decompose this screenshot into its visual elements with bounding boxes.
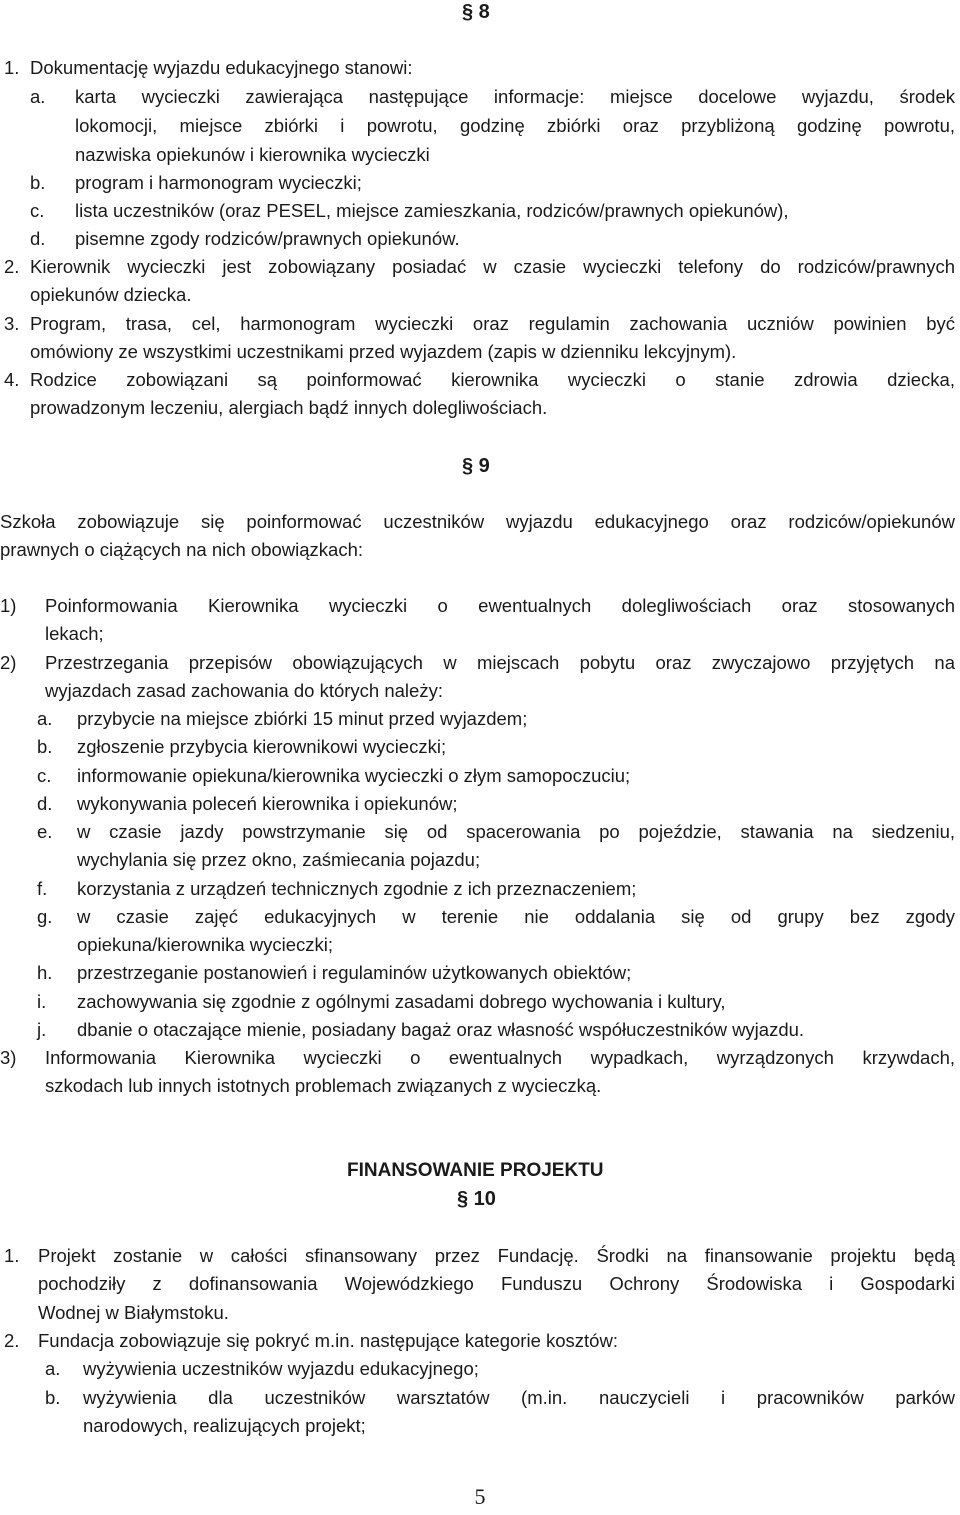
paragraph-line: pochodziły z dofinansowania Wojewódzkiego Funduszu Ochrony Środowiska i Gospodarki <box>38 1273 955 1294</box>
list-letter: a. <box>30 86 46 107</box>
paragraph-line: nazwiska opiekunów i kierownika wycieczki <box>75 144 430 165</box>
paragraph-line: Przestrzegania przepisów obowiązujących w miejscach pobytu oraz zwyczajowo przyjętych na <box>45 652 955 673</box>
paragraph-line: prowadzonym leczeniu, alergiach bądź innych dolegliwościach. <box>30 397 548 418</box>
paragraph-line: program i harmonogram wycieczki; <box>75 172 362 193</box>
list-letter: f. <box>37 878 48 899</box>
page-number: 5 <box>474 1484 486 1509</box>
list-letter: d. <box>30 228 46 249</box>
paragraph-line: Dokumentację wyjazdu edukacyjnego stanowi: <box>30 57 413 78</box>
finance-title: FINANSOWANIE PROJEKTU <box>347 1160 604 1181</box>
paragraph-line: omówiony ze wszystkimi uczestnikami przed wyjazdem (zapis w dzienniku lekcyjnym). <box>30 341 737 362</box>
list-number: 1. <box>4 1245 20 1266</box>
paragraph-line: w czasie jazdy powstrzymanie się od spacerowania po pojeździe, stawania na siedzeniu, <box>77 821 955 842</box>
paragraph-line: wyżywienia dla uczestników warsztatów (m.in. nauczycieli i pracowników parków <box>83 1387 955 1408</box>
paragraph-line: Kierownik wycieczki jest zobowiązany posiadać w czasie wycieczki telefony do rodziców/prawnych <box>30 256 955 277</box>
paragraph-line: Szkoła zobowiązuje się poinformować uczestników wyjazdu edukacyjnego oraz rodziców/opiekunów <box>0 511 955 532</box>
paragraph-line: Rodzice zobowiązani są poinformować kierownika wycieczki o stanie zdrowia dziecka, <box>30 369 955 390</box>
list-number: 2. <box>4 256 20 277</box>
paragraph-line: lista uczestników (oraz PESEL, miejsce zamieszkania, rodziców/prawnych opiekunów), <box>75 200 789 221</box>
list-letter: b. <box>37 736 53 757</box>
list-letter: j. <box>37 1019 47 1040</box>
section-10-heading: § 10 <box>457 1188 496 1210</box>
paragraph-line: dbanie o otaczające mienie, posiadany bagaż oraz własność współuczestników wyjazdu. <box>77 1019 805 1040</box>
paragraph-line: opiekuna/kierownika wycieczki; <box>77 934 334 955</box>
paragraph-line: wykonywania poleceń kierownika i opiekunów; <box>77 793 458 814</box>
paragraph-line: Wodnej w Białymstoku. <box>38 1302 229 1323</box>
paragraph-line: szkodach lub innych istotnych problemach związanych z wycieczką. <box>45 1075 602 1096</box>
paragraph-line: Projekt zostanie w całości sfinansowany przez Fundację. Środki na finansowanie projektu będą <box>38 1245 955 1266</box>
list-number: 3) <box>0 1047 17 1068</box>
paragraph-line: przestrzeganie postanowień i regulaminów użytkowanych obiektów; <box>77 962 632 983</box>
paragraph-line: Program, trasa, cel, harmonogram wycieczki oraz regulamin zachowania uczniów powinien być <box>30 313 955 334</box>
paragraph-line: prawnych o ciążących na nich obowiązkach: <box>0 539 363 560</box>
list-letter: a. <box>45 1358 61 1379</box>
list-letter: b. <box>30 172 46 193</box>
paragraph-line: lekach; <box>45 623 104 644</box>
paragraph-line: korzystania z urządzeń technicznych zgodnie z ich przeznaczeniem; <box>77 878 637 899</box>
list-letter: h. <box>37 962 53 983</box>
list-number: 1. <box>4 57 20 78</box>
list-letter: i. <box>37 991 47 1012</box>
list-letter: c. <box>30 200 45 221</box>
list-letter: d. <box>37 793 53 814</box>
list-number: 1) <box>0 595 17 616</box>
paragraph-line: pisemne zgody rodziców/prawnych opiekunów. <box>75 228 460 249</box>
paragraph-line: Fundacja zobowiązuje się pokryć m.in. następujące kategorie kosztów: <box>38 1330 618 1351</box>
paragraph-line: wychylania się przez okno, zaśmiecania pojazdu; <box>77 849 481 870</box>
paragraph-line: narodowych, realizujących projekt; <box>83 1415 366 1436</box>
list-number: 2) <box>0 652 17 673</box>
paragraph-line: wyżywienia uczestników wyjazdu edukacyjnego; <box>83 1358 479 1379</box>
paragraph-line: przybycie na miejsce zbiórki 15 minut przed wyjazdem; <box>77 708 528 729</box>
section-9-heading: § 9 <box>462 455 490 477</box>
paragraph-line: zgłoszenie przybycia kierownikowi wycieczki; <box>77 736 447 757</box>
list-letter: e. <box>37 821 53 842</box>
list-number: 3. <box>4 313 20 334</box>
paragraph-line: Informowania Kierownika wycieczki o ewentualnych wypadkach, wyrządzonych krzywdach, <box>45 1047 955 1068</box>
list-number: 4. <box>4 369 20 390</box>
list-letter: a. <box>37 708 53 729</box>
paragraph-line: karta wycieczki zawierająca następujące informacje: miejsce docelowe wyjazdu, środek <box>75 86 955 107</box>
paragraph-line: w czasie zajęć edukacyjnych w terenie nie oddalania się od grupy bez zgody <box>77 906 955 927</box>
paragraph-line: wyjazdach zasad zachowania do których należy: <box>45 680 443 701</box>
paragraph-line: lokomocji, miejsce zbiórki i powrotu, godzinę zbiórki oraz przybliżoną godzinę powrotu, <box>75 115 955 136</box>
list-letter: b. <box>45 1387 61 1408</box>
paragraph-line: zachowywania się zgodnie z ogólnymi zasadami dobrego wychowania i kultury, <box>77 991 726 1012</box>
paragraph-line: informowanie opiekuna/kierownika wycieczki o złym samopoczuciu; <box>77 765 631 786</box>
paragraph-line: Poinformowania Kierownika wycieczki o ewentualnych dolegliwościach oraz stosowanych <box>45 595 955 616</box>
list-letter: c. <box>37 765 52 786</box>
list-number: 2. <box>4 1330 20 1351</box>
paragraph-line: opiekunów dziecka. <box>30 284 192 305</box>
list-letter: g. <box>37 906 53 927</box>
section-8-heading: § 8 <box>462 1 490 23</box>
